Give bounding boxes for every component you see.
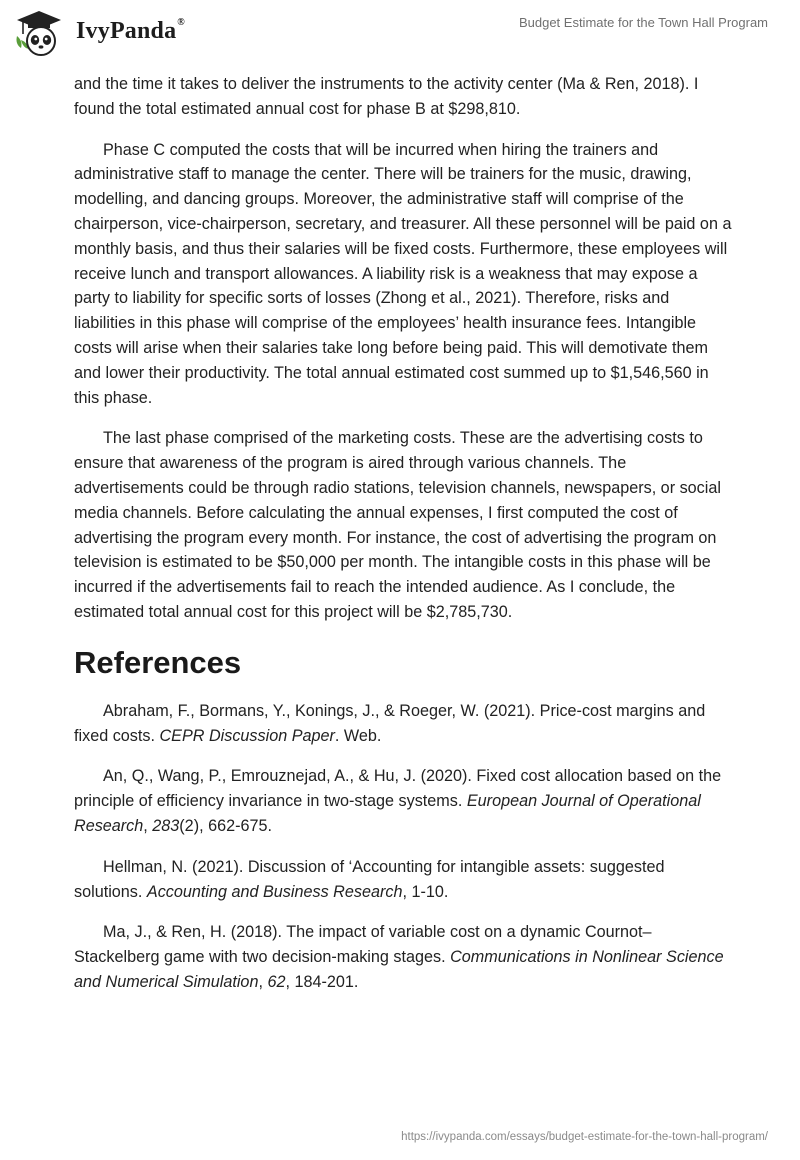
reference-source: Accounting and Business Research <box>146 882 403 901</box>
reference-text: , <box>143 816 153 835</box>
reference-text: (2), 662-675. <box>179 816 272 835</box>
reference-item <box>74 699 734 749</box>
reference-volume: 283 <box>152 816 180 835</box>
reference-volume: 62 <box>267 972 286 991</box>
reference-text: , 184-201. <box>285 972 359 991</box>
reference-item <box>74 855 734 905</box>
reference-item <box>74 764 734 838</box>
body-paragraph: and the time it takes to deliver the instruments to the activity center (Ma & Ren, 2018). I found the total estimated annual cost for phase B at $298,810. <box>74 75 699 118</box>
brand-name <box>76 18 185 45</box>
reference-item <box>74 920 734 994</box>
registered-mark: ® <box>177 17 185 28</box>
page-header <box>0 0 800 72</box>
essay-content <box>74 72 734 1011</box>
reference-source: CEPR Discussion Paper <box>159 726 335 745</box>
source-url[interactable]: https://ivypanda.com/essays/budget-estimate-for-the-town-hall-program/ <box>401 1131 768 1143</box>
reference-text: , 1-10. <box>402 882 449 901</box>
reference-source: Communications in Nonlinear Science and Numerical Simulation <box>74 948 724 991</box>
reference-text: An, Q., Wang, P., Emrouznejad, A., & Hu, J. (2020). Fixed cost allocation based on the principle of efficiency invariance in two-stage systems. <box>74 767 722 811</box>
references-heading: References <box>74 644 242 680</box>
reference-source: European Journal of Operational Research <box>74 792 701 835</box>
body-paragraph: Phase C computed the costs that will be incurred when hiring the trainers and administrative staff to manage the center. There will be trainers for the music, drawing, modelling, and dancing groups. Moreover, the administrative staff will comprise of the chairperson, vice-chairperson, secretary, and treasurer. All these personnel will be paid on a monthly basis, and thus their salaries will be fixed costs. Furthermore, these employees will receive lunch and transport allowances. A liability risk is a weakness that may expose a party to liability for specific sorts of losses (Zhong et al., 2021). Therefore, risks and liabilities in this phase will comprise of the employees’ health insurance fees. Intangible costs will arise when their salaries take long before being paid. This will demotivate them and lower their productivity. The total annual estimated cost summed up to $1,546,560 in this phase. <box>74 140 732 407</box>
panda-graduation-cap-icon <box>14 8 64 58</box>
reference-text: . Web. <box>334 726 382 745</box>
reference-text: Ma, J., & Ren, H. (2018). The impact of variable cost on a dynamic Cournot–Stackelberg game with two decision-making stages. <box>74 923 652 967</box>
body-paragraph: The last phase comprised of the marketing costs. These are the advertising costs to ensure that awareness of the program is aired through various channels. The advertisements could be through radio stations, television channels, newspapers, or social media channels. Before calculating the annual expenses, I first computed the cost of advertising the program every month. For instance, the cost of advertising the program on television is estimated to be $50,000 per month. The intangible costs in this phase will be incurred if the advertisements fail to reach the intended audience. As I conclude, the estimated total annual cost for this project will be $2,785,730. <box>74 429 721 621</box>
ivypanda-logo[interactable] <box>14 8 214 60</box>
reference-text: Hellman, N. (2021). Discussion of ‘Accounting for intangible assets: suggested solutions. <box>74 857 665 901</box>
document-title: Budget Estimate for the Town Hall Program <box>518 15 768 30</box>
reference-text: Abraham, F., Bormans, Y., Konings, J., & Roeger, W. (2021). Price-cost margins and fixed costs. <box>74 701 706 745</box>
brand-name-text: IvyPanda <box>76 18 177 44</box>
reference-text: , <box>258 972 268 991</box>
